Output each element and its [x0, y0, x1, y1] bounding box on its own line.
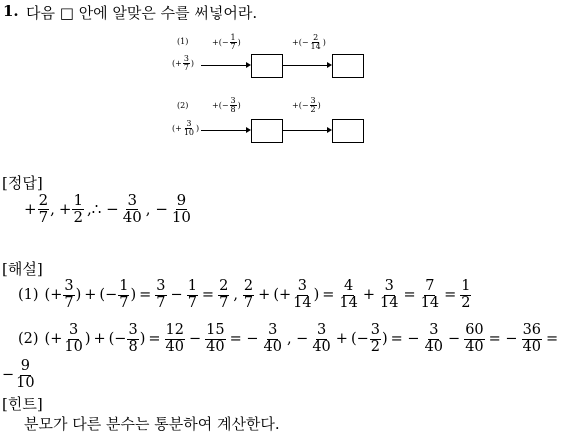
fraction: $\frac{9}{10}$ [16, 358, 35, 391]
fraction: $\frac{36}{40}$ [522, 322, 542, 355]
diagram-2-label: (2) [177, 101, 189, 110]
fraction: $\frac{9}{10}$ [171, 190, 191, 226]
fraction: $\frac{1}{2}$ [461, 278, 471, 311]
fraction: $\frac{2}{7}$ [243, 278, 254, 311]
hint-heading: [힌트] [2, 395, 43, 413]
answer-box-1b [332, 54, 364, 78]
fraction: $\frac{12}{40}$ [165, 322, 184, 355]
fraction: $\frac{3}{7}$ [64, 278, 74, 311]
diagram-2-start: (+ $\frac{3}{10}$ ) [172, 119, 200, 137]
fraction: $\frac{3}{7}$ [183, 54, 189, 72]
question-number: 1. [3, 2, 19, 20]
arrow-line [283, 130, 328, 131]
arrow-line [201, 130, 247, 131]
fraction: $\frac{15}{40}$ [206, 322, 225, 355]
explanation-line-1: (1) (+ $\frac{3}{7}$ ) + (− $\frac{1}{7}$ ) = $\frac{3}{7}$ − $\frac{1}{7}$ = $\frac{2}{7}$ , $\frac{2}{7}$ + (+ $\frac{3}{14}$ ) = $\frac{4}{14}$ + $\frac{3}{14}$ = $\frac{7}{14}$ = $\frac{1}{2}$ [18, 278, 471, 311]
explanation-line-2: (2) (+ $\frac{3}{10}$ ) + (− $\frac{3}{8}$ ) = $\frac{12}{40}$ − $\frac{15}{40}$ = − $\frac{3}{40}$ , − $\frac{3}{40}$ + (− $\frac{3}{2}$ ) = − $\frac{3}{40}$ − $\frac{60}{40}$ = − $\frac{36}{40}$ = [18, 322, 559, 355]
explanation-heading: [해설] [2, 260, 43, 278]
explanation-line-2-cont: − $\frac{9}{10}$ [2, 358, 35, 391]
fraction: $\frac{2}{7}$ [219, 278, 229, 311]
fraction: $\frac{3}{7}$ [156, 278, 166, 311]
fraction: $\frac{3}{2}$ [310, 96, 316, 114]
answer-box-1a [251, 54, 283, 78]
diagram-1-start: (+ $\frac{3}{7}$ ) [172, 54, 195, 72]
fraction: $\frac{3}{40}$ [263, 322, 282, 355]
fraction: $\frac{7}{14}$ [420, 278, 440, 311]
fraction: $\frac{3}{10}$ [64, 322, 83, 355]
fraction: $\frac{3}{40}$ [312, 322, 331, 355]
fraction: $\frac{3}{14}$ [293, 278, 312, 311]
fraction: $\frac{3}{2}$ [370, 322, 380, 355]
fraction: $\frac{3}{8}$ [230, 96, 236, 114]
diagram-1-op1: +(− $\frac{1}{7}$ ) [212, 33, 241, 51]
answer-box-2b [332, 119, 364, 143]
fraction: $\frac{3}{40}$ [424, 322, 444, 355]
fraction: $\frac{3}{40}$ [122, 190, 142, 226]
answer-line: + $\frac{2}{7}$ , + $\frac{1}{2}$ ,∴ − $\frac{3}{40}$ , − $\frac{9}{10}$ [24, 190, 191, 226]
diagram-1-label: (1) [177, 37, 189, 46]
fraction: $\frac{1}{2}$ [73, 190, 84, 226]
hint-text: 분모가 다른 분수는 통분하여 계산한다. [24, 415, 280, 433]
fraction: $\frac{2}{7}$ [38, 190, 49, 226]
diagram-2-op1: +(− $\frac{3}{8}$ ) [212, 96, 241, 114]
arrow-line [201, 65, 247, 66]
fraction: $\frac{2}{14}$ [310, 33, 321, 51]
fraction: $\frac{1}{7}$ [187, 278, 197, 311]
answer-heading: [정답] [2, 174, 43, 192]
fraction: $\frac{3}{10}$ [183, 119, 195, 137]
arrow-line [283, 65, 328, 66]
fraction: $\frac{1}{7}$ [230, 33, 236, 51]
diagram-1-op2: +(− $\frac{2}{14}$ ) [292, 33, 326, 51]
answer-box-2a [251, 119, 283, 143]
fraction: $\frac{3}{8}$ [128, 322, 138, 355]
diagram-2-op2: +(− $\frac{3}{2}$ ) [292, 96, 321, 114]
fraction: $\frac{4}{14}$ [339, 278, 358, 311]
fraction: $\frac{60}{40}$ [465, 322, 484, 355]
fraction: $\frac{3}{14}$ [380, 278, 399, 311]
question-text: 다음 □ 안에 알맞은 수를 써넣어라. [26, 4, 258, 22]
fraction: $\frac{1}{7}$ [119, 278, 129, 311]
